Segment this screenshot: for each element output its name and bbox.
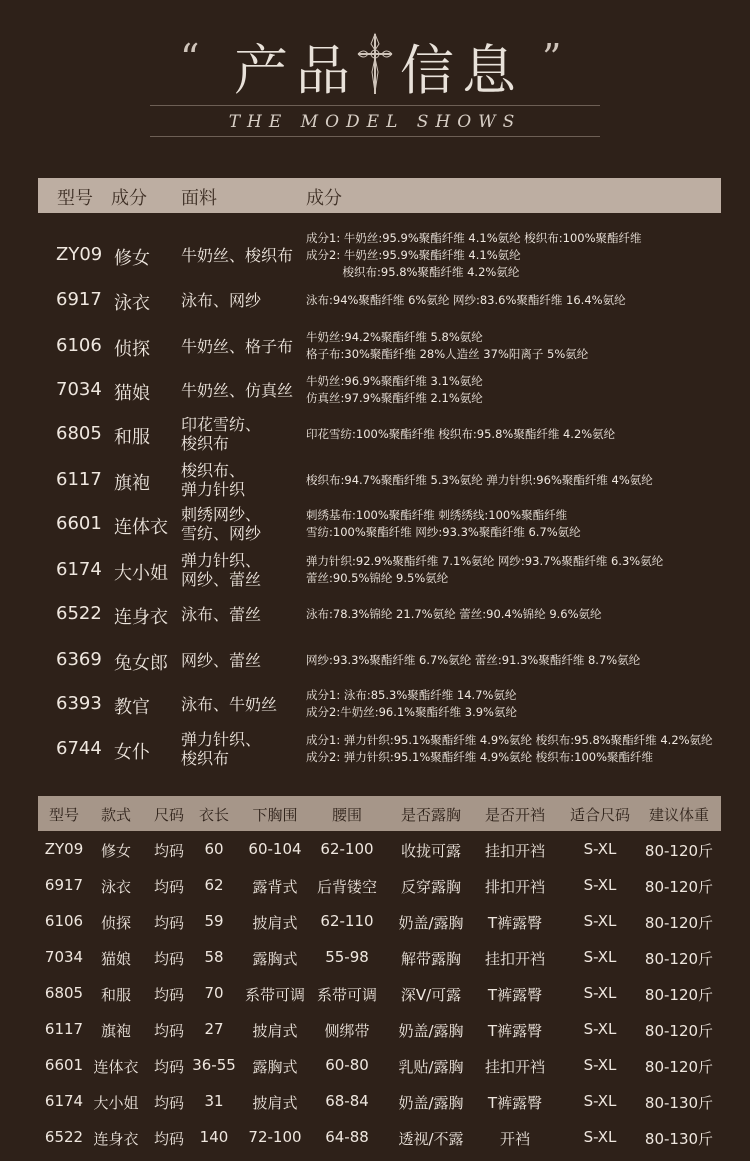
size-cell: 均码: [153, 878, 185, 896]
size-cell: 64-88: [325, 1128, 369, 1146]
size-cell: 均码: [153, 842, 185, 860]
size-cell: 6601: [44, 1056, 84, 1074]
size-cell: T裤露臀: [487, 914, 543, 932]
size-cell: 露胸式: [252, 1058, 298, 1076]
row-name: 连身衣: [114, 607, 168, 628]
size-table-header: [38, 796, 721, 831]
composition-line: 雪纺:100%聚酯纤维 网纱:93.3%聚酯纤维 6.7%氨纶: [306, 525, 581, 539]
page-title-part1: 产品: [234, 39, 358, 102]
size-cell: 36-55: [192, 1056, 236, 1074]
size-cell: 均码: [153, 1130, 185, 1148]
row-composition: [306, 652, 640, 669]
row-fabric: [181, 651, 301, 670]
row-composition: [306, 687, 517, 721]
fabric-line: 梭织布、: [181, 461, 246, 480]
row-composition: [306, 329, 588, 363]
row-composition: [306, 606, 602, 623]
size-cell: 58: [204, 948, 224, 966]
size-cell: 6917: [44, 876, 84, 894]
composition-line: 泳布:94%聚酯纤维 6%氨纶 网纱:83.6%聚酯纤维 16.4%氨纶: [306, 292, 626, 307]
fabric-line: 牛奶丝、仿真丝: [181, 380, 294, 400]
size-row: [38, 1084, 721, 1120]
size-cell: 修女: [100, 842, 132, 860]
header-model: 型号: [57, 188, 93, 209]
size-cell: 140: [199, 1128, 229, 1146]
row-model: 6805: [56, 423, 102, 444]
row-name: 旗袍: [114, 473, 150, 494]
row-name: 连体衣: [114, 517, 168, 538]
size-cell: 80-120斤: [644, 914, 714, 932]
page-title-part2: 信息: [400, 39, 524, 102]
size-cell: 80-130斤: [644, 1130, 714, 1148]
composition-line: 泳布:78.3%锦纶 21.7%氨纶 蕾丝:90.4%锦纶 9.6%氨纶: [306, 606, 602, 621]
size-cell: S-XL: [583, 1056, 617, 1074]
size-row: [38, 1120, 721, 1156]
size-cell: 奶盖/露胸: [398, 1022, 464, 1040]
row-fabric: [181, 461, 301, 499]
size-cell: 31: [204, 1092, 224, 1110]
size-cell: 披肩式: [252, 914, 298, 932]
row-model: 6393: [56, 693, 102, 714]
composition-line: 弹力针织:92.9%聚酯纤维 7.1%氨纶 网纱:93.7%聚酯纤维 6.3%氨纶: [306, 554, 664, 568]
row-name: 猫娘: [114, 383, 150, 404]
composition-line: 成分2: 弹力针织:95.1%聚酯纤维 4.9%氨纶 梭织布:100%聚酯纤维: [306, 750, 654, 764]
size-row: [38, 976, 721, 1012]
size-header-cell: 下胸围: [252, 806, 298, 824]
size-cell: 和服: [100, 986, 132, 1004]
row-fabric: [181, 381, 301, 400]
composition-line: 成分1: 泳布:85.3%聚酯纤维 14.7%氨纶: [306, 688, 517, 702]
size-header-cell: 尺码: [153, 806, 185, 824]
size-header-cell: 建议体重: [648, 806, 710, 824]
composition-line: 成分2:牛奶丝:96.1%聚酯纤维 3.9%氨纶: [306, 705, 517, 719]
row-fabric: [181, 505, 301, 543]
divider-bottom: [150, 136, 600, 137]
size-cell: 6117: [44, 1020, 84, 1038]
size-cell: 均码: [153, 914, 185, 932]
row-fabric: [181, 246, 301, 265]
size-row: [38, 868, 721, 904]
size-cell: 62-100: [320, 840, 374, 858]
size-cell: 均码: [153, 950, 185, 968]
size-cell: 均码: [153, 1022, 185, 1040]
row-name: 女仆: [114, 742, 150, 763]
size-cell: 6522: [44, 1128, 84, 1146]
size-cell: 80-130斤: [644, 1094, 714, 1112]
size-cell: 露背式: [252, 878, 298, 896]
composition-line: 梭织布:95.8%聚酯纤维 4.2%氨纶: [306, 264, 520, 279]
row-composition: [306, 230, 642, 281]
composition-line: 成分2: 牛奶丝:95.9%聚酯纤维 4.1%氨纶: [306, 247, 521, 262]
size-header-cell: 型号: [48, 806, 80, 824]
size-cell: 旗袍: [100, 1022, 132, 1040]
composition-line: 网纱:93.3%聚酯纤维 6.7%氨纶 蕾丝:91.3%聚酯纤维 8.7%氨纶: [306, 652, 641, 667]
composition-line: 蕾丝:90.5%锦纶 9.5%氨纶: [306, 571, 449, 585]
row-model: 6117: [56, 469, 102, 490]
composition-line: 成分1: 牛奶丝:95.9%聚酯纤维 4.1%氨纶 梭织布:100%聚酯纤维: [306, 230, 642, 245]
size-cell: 系带可调: [244, 986, 306, 1004]
size-cell: ZY09: [44, 840, 84, 858]
size-cell: T裤露臀: [487, 1094, 543, 1112]
size-row: [38, 940, 721, 976]
composition-line: 刺绣基布:100%聚酯纤维 刺绣绣线:100%聚酯纤维: [306, 508, 568, 522]
row-composition: [306, 292, 626, 309]
size-header-cell: 是否露胸: [400, 806, 462, 824]
quote-close: ”: [542, 36, 562, 80]
composition-line: 牛奶丝:94.2%聚酯纤维 5.8%氨纶: [306, 330, 483, 344]
size-cell: 均码: [153, 1058, 185, 1076]
size-cell: S-XL: [583, 840, 617, 858]
size-cell: S-XL: [583, 876, 617, 894]
size-cell: 80-120斤: [644, 1058, 714, 1076]
size-cell: T裤露臀: [487, 1022, 543, 1040]
composition-table-header: [38, 178, 721, 213]
composition-line: 印花雪纺:100%聚酯纤维 梭织布:95.8%聚酯纤维 4.2%氨纶: [306, 426, 616, 441]
row-name: 侦探: [114, 339, 150, 360]
size-cell: 均码: [153, 1094, 185, 1112]
row-model: 6174: [56, 559, 102, 580]
size-cell: 透视/不露: [398, 1130, 464, 1148]
fabric-line: 网纱、蕾丝: [181, 570, 262, 589]
size-cell: S-XL: [583, 912, 617, 930]
size-cell: 6174: [44, 1092, 84, 1110]
size-row: [38, 832, 721, 868]
size-header-cell: 适合尺码: [569, 806, 631, 824]
size-cell: 80-120斤: [644, 986, 714, 1004]
size-cell: 27: [204, 1020, 224, 1038]
row-model: 6601: [56, 513, 102, 534]
row-composition: [306, 553, 663, 587]
size-cell: 收拢可露: [400, 842, 462, 860]
composition-line: 成分1: 弹力针织:95.1%聚酯纤维 4.9%氨纶 梭织布:95.8%聚酯纤维 4.2%氨纶: [306, 733, 713, 747]
size-cell: 连身衣: [93, 1130, 139, 1148]
size-cell: 开裆: [499, 1130, 531, 1148]
row-fabric: [181, 415, 301, 453]
size-cell: 68-84: [325, 1092, 369, 1110]
size-header-cell: 款式: [100, 806, 132, 824]
page-subtitle: THE MODEL SHOWS: [228, 112, 522, 132]
size-row: [38, 1012, 721, 1048]
size-cell: 泳衣: [100, 878, 132, 896]
size-cell: 猫娘: [100, 950, 132, 968]
row-composition: [306, 373, 483, 407]
quote-open: “: [180, 36, 200, 80]
size-cell: 侦探: [100, 914, 132, 932]
size-cell: S-XL: [583, 984, 617, 1002]
divider-top: [150, 105, 600, 106]
size-cell: 排扣开裆: [484, 878, 546, 896]
size-cell: 62: [204, 876, 224, 894]
size-cell: 60: [204, 840, 224, 858]
row-name: 和服: [114, 427, 150, 448]
size-cell: 80-120斤: [644, 950, 714, 968]
size-cell: 60-104: [248, 840, 302, 858]
row-fabric: [181, 291, 301, 310]
size-cell: 均码: [153, 986, 185, 1004]
composition-line: 牛奶丝:96.9%聚酯纤维 3.1%氨纶: [306, 374, 483, 388]
header-fabric: 面料: [181, 188, 217, 209]
row-composition: [306, 732, 713, 766]
size-row: [38, 904, 721, 940]
fabric-line: 雪纺、网纱: [181, 524, 262, 543]
size-cell: 62-110: [320, 912, 374, 930]
fabric-line: 弹力针织、: [181, 551, 262, 570]
fabric-line: 弹力针织: [181, 480, 246, 499]
size-cell: 侧绑带: [324, 1022, 370, 1040]
row-composition: [306, 426, 615, 443]
fabric-line: 弹力针织、: [181, 730, 262, 749]
row-model: 6522: [56, 603, 102, 624]
size-header-cell: 衣长: [198, 806, 230, 824]
size-cell: 6106: [44, 912, 84, 930]
size-cell: 6805: [44, 984, 84, 1002]
size-cell: 奶盖/露胸: [398, 1094, 464, 1112]
composition-line: 格子布:30%聚酯纤维 28%人造丝 37%阳离子 5%氨纶: [306, 347, 589, 361]
row-model: 6106: [56, 335, 102, 356]
composition-line: 仿真丝:97.9%聚酯纤维 2.1%氨纶: [306, 391, 483, 405]
size-cell: 披肩式: [252, 1094, 298, 1112]
row-fabric: [181, 730, 301, 768]
size-header-cell: 是否开裆: [484, 806, 546, 824]
size-cell: 72-100: [248, 1128, 302, 1146]
size-cell: S-XL: [583, 1092, 617, 1110]
fabric-line: 牛奶丝、格子布: [181, 336, 294, 356]
size-cell: 80-120斤: [644, 842, 714, 860]
size-cell: 7034: [44, 948, 84, 966]
row-fabric: [181, 337, 301, 356]
size-cell: S-XL: [583, 948, 617, 966]
size-cell: 露胸式: [252, 950, 298, 968]
size-cell: S-XL: [583, 1020, 617, 1038]
fabric-line: 刺绣网纱、: [181, 505, 262, 524]
fabric-line: 印花雪纺、: [181, 415, 262, 434]
size-header-cell: 腰围: [331, 806, 363, 824]
size-cell: 连体衣: [93, 1058, 139, 1076]
size-row: [38, 1048, 721, 1084]
size-cell: 披肩式: [252, 1022, 298, 1040]
size-cell: S-XL: [583, 1128, 617, 1146]
fabric-line: 网纱、蕾丝: [181, 650, 262, 670]
row-name: 修女: [114, 248, 150, 269]
row-fabric: [181, 605, 301, 624]
size-cell: 挂扣开裆: [484, 950, 546, 968]
row-fabric: [181, 551, 301, 589]
fabric-line: 牛奶丝、梭织布: [181, 245, 294, 265]
row-model: 6744: [56, 738, 102, 759]
size-cell: 60-80: [325, 1056, 369, 1074]
row-model: 7034: [56, 379, 102, 400]
size-cell: 深V/可露: [400, 986, 462, 1004]
header-name: 成分: [111, 188, 147, 209]
size-cell: 挂扣开裆: [484, 1058, 546, 1076]
row-name: 兔女郎: [114, 653, 168, 674]
size-cell: 系带可调: [316, 986, 378, 1004]
size-cell: 70: [204, 984, 224, 1002]
row-model: 6917: [56, 289, 102, 310]
row-composition: [306, 472, 653, 489]
size-cell: 挂扣开裆: [484, 842, 546, 860]
size-cell: 奶盖/露胸: [398, 914, 464, 932]
row-name: 泳衣: [114, 293, 150, 314]
row-name: 教官: [114, 697, 150, 718]
row-model: 6369: [56, 649, 102, 670]
size-cell: 反穿露胸: [400, 878, 462, 896]
page-header: [0, 0, 750, 160]
size-cell: 后背镂空: [316, 878, 378, 896]
size-cell: 乳贴/露胸: [398, 1058, 464, 1076]
size-cell: 80-120斤: [644, 878, 714, 896]
fabric-line: 梭织布: [181, 749, 230, 768]
fabric-line: 泳布、蕾丝: [181, 604, 262, 624]
size-cell: 80-120斤: [644, 1022, 714, 1040]
composition-line: 梭织布:94.7%聚酯纤维 5.3%氨纶 弹力针织:96%聚酯纤维 4%氨纶: [306, 472, 653, 487]
size-cell: 大小姐: [93, 1094, 139, 1112]
fabric-line: 梭织布: [181, 434, 230, 453]
cross-ornament-icon: [352, 32, 398, 96]
row-composition: [306, 507, 581, 541]
size-cell: 59: [204, 912, 224, 930]
size-cell: 解带露胸: [400, 950, 462, 968]
size-cell: 55-98: [325, 948, 369, 966]
size-cell: T裤露臀: [487, 986, 543, 1004]
row-name: 大小姐: [114, 563, 168, 584]
fabric-line: 泳布、网纱: [181, 290, 262, 310]
row-model: ZY09: [56, 244, 103, 265]
fabric-line: 泳布、牛奶丝: [181, 694, 278, 714]
header-composition: 成分: [306, 188, 342, 209]
row-fabric: [181, 695, 301, 714]
